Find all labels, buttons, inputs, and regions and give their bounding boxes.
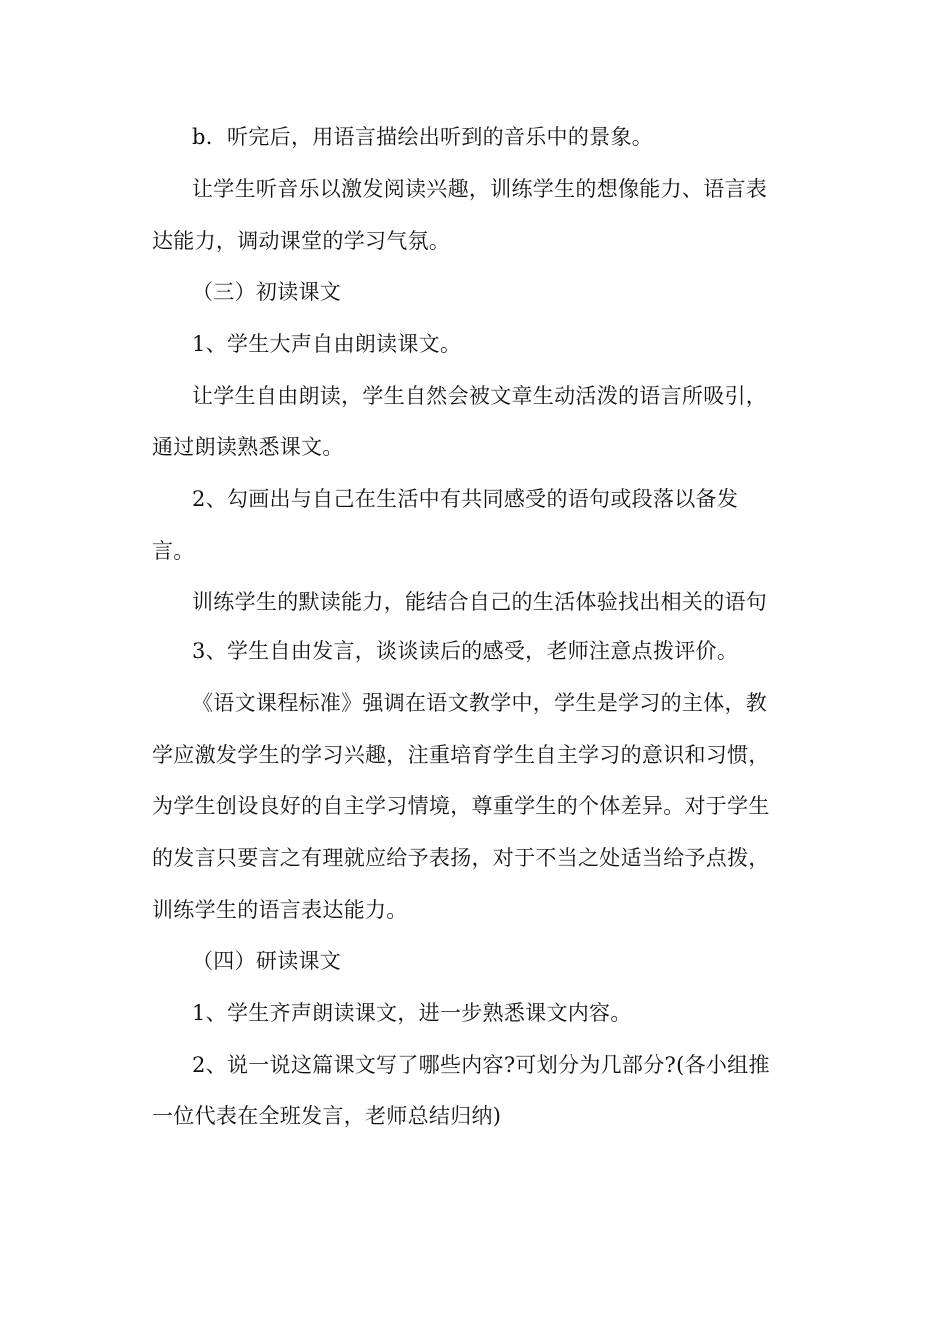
text-line: 通过朗读熟悉课文。	[152, 435, 344, 459]
text-line: 让学生听音乐以激发阅读兴趣，训练学生的想像能力、语言表	[192, 177, 768, 201]
text-line: 1、学生齐声朗读课文，进一步熟悉课文内容。	[192, 1001, 632, 1025]
text-line: 训练学生的语言表达能力。	[152, 898, 408, 922]
text-line: 《语文课程标准》强调在语文教学中，学生是学习的主体，教	[192, 691, 768, 715]
text-line: 言。	[152, 539, 195, 563]
text-line: 达能力，调动课堂的学习气氛。	[152, 229, 451, 253]
text-line: 学应激发学生的学习兴趣，注重培育学生自主学习的意识和习惯，	[152, 743, 770, 767]
text-line: 2、说一说这篇课文写了哪些内容?可划分为几部分?(各小组推	[192, 1053, 770, 1077]
text-line: 3、学生自由发言，谈谈读后的感受，老师注意点拨评价。	[192, 639, 739, 663]
text-line: 1、学生大声自由朗读课文。	[192, 332, 462, 356]
text-line: 为学生创设良好的自主学习情境，尊重学生的个体差异。对于学生	[152, 794, 770, 818]
section-heading: （四）研读课文	[192, 949, 342, 973]
text-line: b．听完后，用语言描绘出听到的音乐中的景象。	[192, 125, 654, 149]
text-line: 让学生自由朗读，学生自然会被文章生动活泼的语言所吸引，	[192, 384, 768, 408]
text-line: 训练学生的默读能力，能结合自己的生活体验找出相关的语句	[192, 590, 768, 614]
text-line: 2、勾画出与自己在生活中有共同感受的语句或段落以备发	[192, 487, 739, 511]
text-line: 的发言只要言之有理就应给予表扬，对于不当之处适当给予点拨，	[152, 846, 770, 870]
section-heading: （三）初读课文	[192, 280, 342, 304]
text-line: 一位代表在全班发言，老师总结归纳)	[152, 1104, 502, 1128]
